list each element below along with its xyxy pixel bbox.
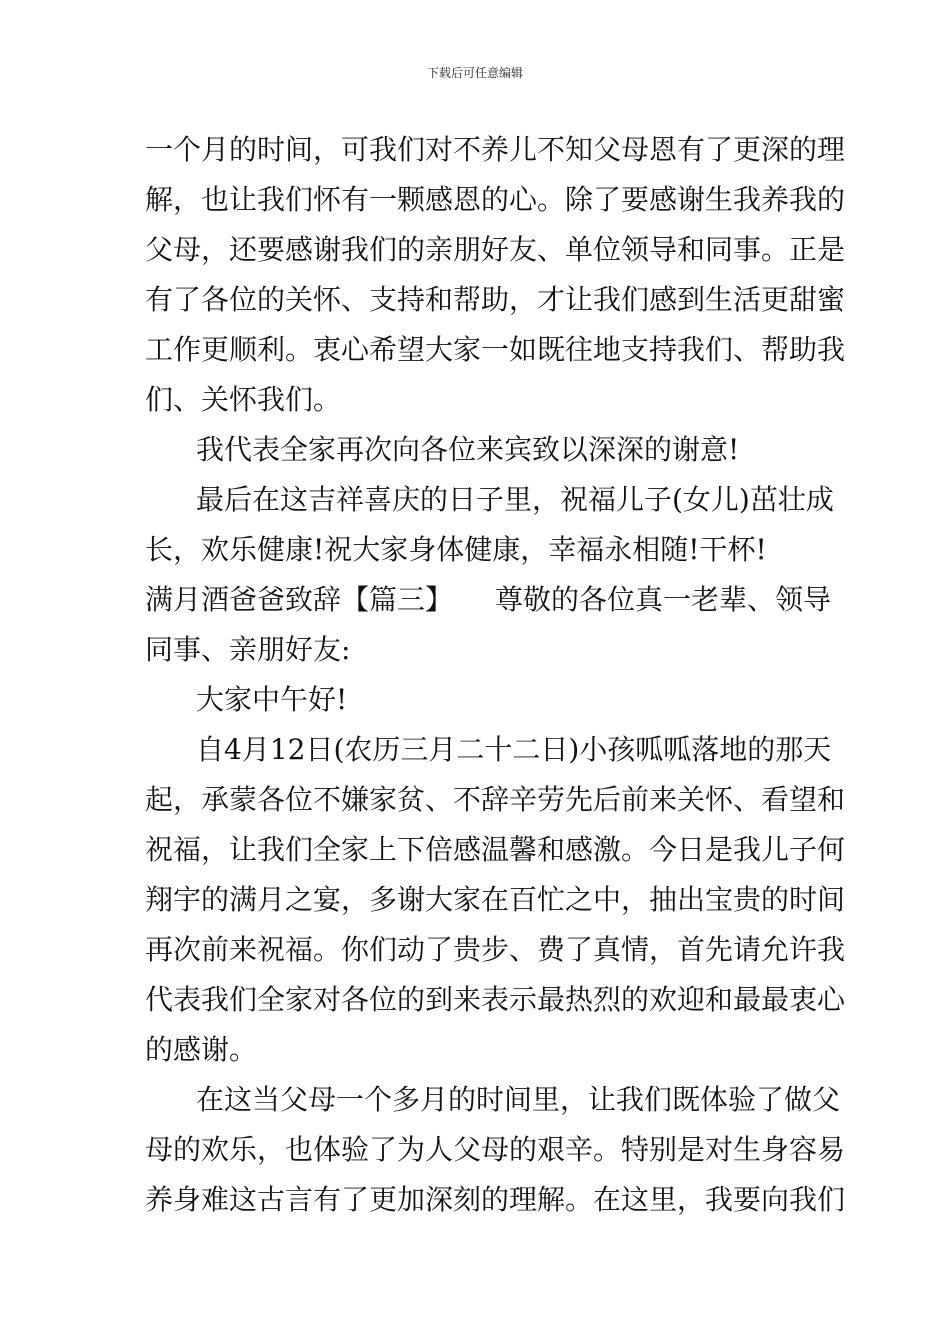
text-line: 有了各位的关怀、支持和帮助，才让我们感到生活更甜蜜 bbox=[145, 283, 846, 316]
text-line: 在这当父母一个多月的时间里，让我们既体验了做父 bbox=[196, 1083, 841, 1116]
text-line: 代表我们全家对各位的到来表示最热烈的欢迎和最最衷心 bbox=[145, 983, 846, 1016]
text-line: 解，也让我们怀有一颗感恩的心。除了要感谢生我养我的 bbox=[145, 183, 846, 216]
text-line: 养身难这古言有了更加深刻的理解。在这里，我要向我们 bbox=[145, 1183, 846, 1216]
text-line: 最后在这吉祥喜庆的日子里，祝福儿子(女儿)茁壮成 bbox=[196, 483, 834, 516]
text-line: 父母，还要感谢我们的亲朋好友、单位领导和同事。正是 bbox=[145, 233, 846, 266]
text-line: 翔宇的满月之宴，多谢大家在百忙之中，抽出宝贵的时间 bbox=[145, 883, 846, 916]
text-line: 们、关怀我们。 bbox=[145, 383, 342, 416]
text-line: 祝福，让我们全家上下倍感温馨和感激。今日是我儿子何 bbox=[145, 833, 846, 866]
section-heading-line: 满月酒爸爸致辞【篇三】 尊敬的各位真一老辈、领导 bbox=[145, 583, 832, 616]
text-line: 一个月的时间，可我们对不养儿不知父母恩有了更深的理 bbox=[145, 133, 846, 166]
text-line: 长，欢乐健康!祝大家身体健康，幸福永相随!干杯! bbox=[145, 533, 767, 566]
text-line: 再次前来祝福。你们动了贵步、费了真情，首先请允许我 bbox=[145, 933, 846, 966]
text-line: 的感谢。 bbox=[145, 1033, 258, 1066]
text-line: 自4月12日(农历三月二十二日)小孩呱呱落地的那天 bbox=[196, 733, 832, 766]
text-line: 起，承蒙各位不嫌家贫、不辞辛劳先后前来关怀、看望和 bbox=[145, 783, 846, 816]
text-line: 我代表全家再次向各位来宾致以深深的谢意! bbox=[196, 433, 740, 466]
text-line: 同事、亲朋好友: bbox=[145, 633, 351, 666]
text-line: 母的欢乐，也体验了为人父母的艰辛。特别是对生身容易 bbox=[145, 1133, 846, 1166]
text-line: 大家中午好! bbox=[196, 683, 348, 716]
text-line: 工作更顺利。衷心希望大家一如既往地支持我们、帮助我 bbox=[145, 333, 846, 366]
page-header: 下载后可任意编辑 bbox=[426, 66, 523, 80]
